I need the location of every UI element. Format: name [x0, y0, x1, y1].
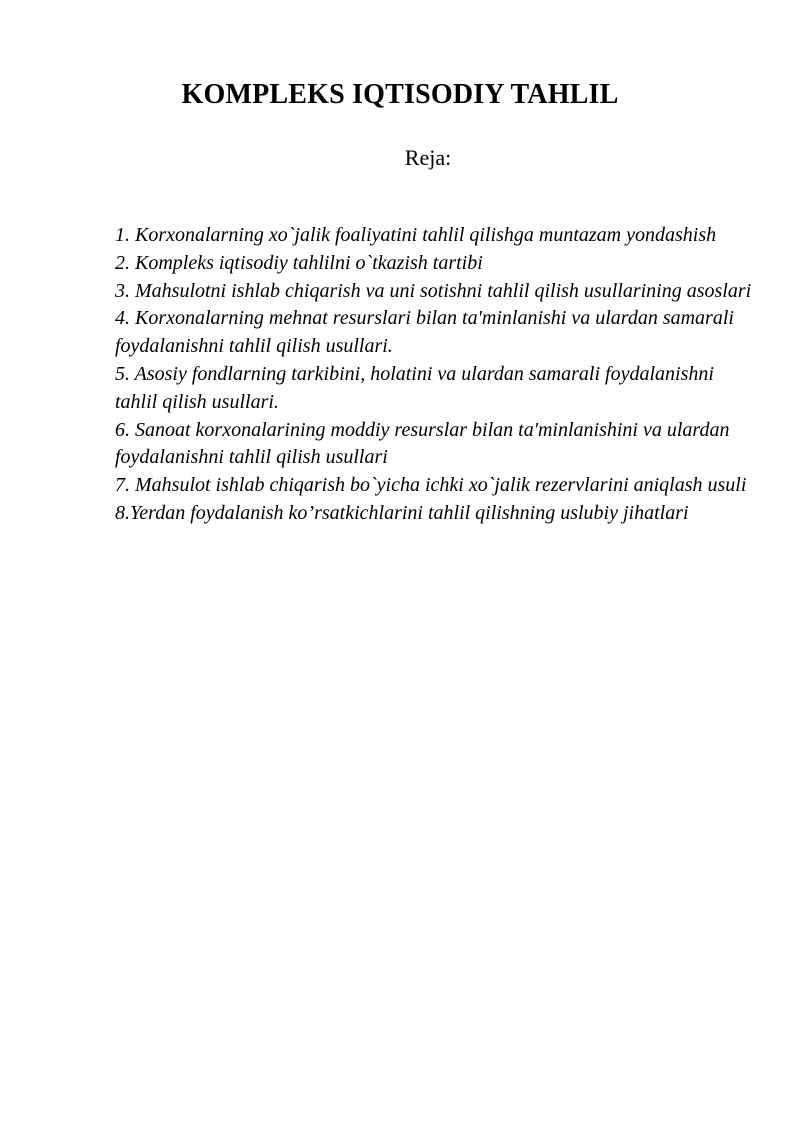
plan-item: 3. Mahsulotni ishlab chiqarish va uni sotishni tahlil qilish usullarining asoslari	[115, 279, 752, 302]
plan-item: 2. Kompleks iqtisodiy tahlilni o`tkazish tartibi	[115, 251, 483, 274]
plan-item: 7. Mahsulot ishlab chiqarish bo`yicha ichki xo`jalik rezervlarini aniqlash usuli	[115, 474, 747, 497]
plan-item: 1. Korxonalarning xo`jalik foaliyatini tahlil qilishga muntazam yondashish	[115, 224, 717, 246]
plan-heading: Reja:	[404, 145, 452, 170]
plan-item: 4. Korxonalarning mehnat resurslari bilan ta'minlanishi va ulardan samarali foydalanishni tahlil qilish usullari.	[115, 307, 734, 358]
plan-item: 6. Sanoat korxonalarining moddiy resurslar bilan ta'minlanishini va ulardan foydalanishni tahlil qilish usullari	[115, 418, 730, 469]
plan-list	[115, 222, 755, 528]
plan-item: 8.Yerdan foydalanish ko’rsatkichlarini tahlil qilishning uslubiy jihatlari	[115, 501, 689, 524]
plan-item: 5. Asosiy fondlarning tarkibini, holatini va ulardan samarali foydalanishni tahlil qilish usullari.	[115, 362, 714, 413]
document-title: KOMPLEKS IQTISODIY TAHLIL	[181, 79, 619, 110]
